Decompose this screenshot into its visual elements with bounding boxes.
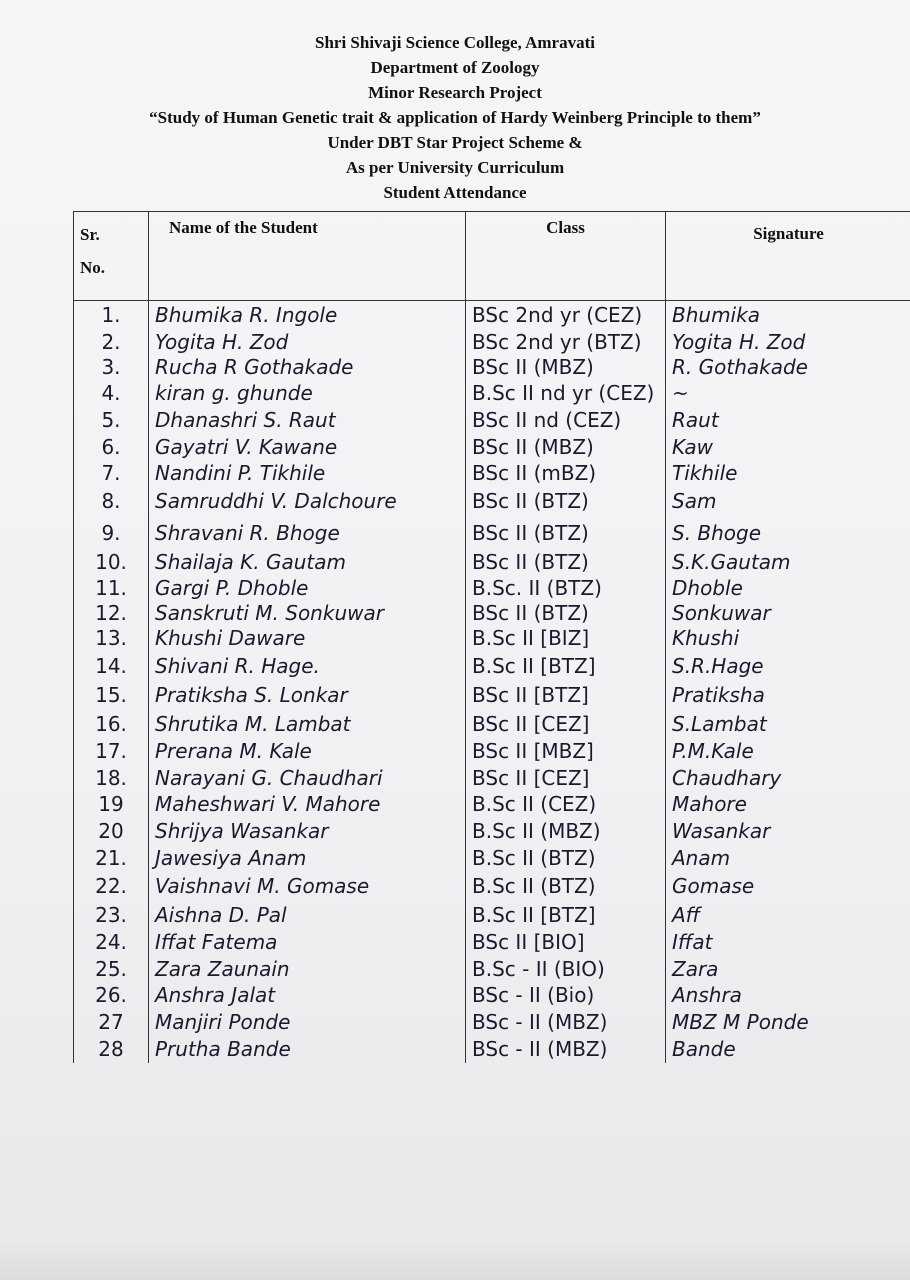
row-student-name: Sanskruti M. Sonkuwar bbox=[149, 601, 466, 625]
row-sr-no: 27 bbox=[74, 1009, 149, 1035]
row-class: B.Sc II [BTZ] bbox=[466, 652, 666, 681]
row-sr-no: 19 bbox=[74, 791, 149, 817]
row-sr-no: 9. bbox=[74, 517, 149, 549]
row-sr-no: 7. bbox=[74, 460, 149, 486]
table-row bbox=[74, 355, 910, 380]
document-header bbox=[0, 30, 910, 205]
row-class: BSc II [BIO] bbox=[466, 929, 666, 956]
row-signature: Bande bbox=[666, 1035, 910, 1063]
row-signature: S.K.Gautam bbox=[666, 549, 910, 575]
row-student-name: Gargi P. Dhoble bbox=[149, 575, 466, 601]
table-row bbox=[74, 929, 910, 956]
row-sr-no: 15. bbox=[74, 681, 149, 710]
row-class: B.Sc II [BTZ] bbox=[466, 901, 666, 929]
row-signature: Chaudhary bbox=[666, 765, 910, 791]
row-sr-no: 24. bbox=[74, 929, 149, 956]
row-class: BSc II (BTZ) bbox=[466, 601, 666, 625]
row-signature: Wasankar bbox=[666, 817, 910, 845]
column-header-class: Class bbox=[466, 212, 666, 301]
row-class: B.Sc II (BTZ) bbox=[466, 845, 666, 871]
page-shadow bbox=[0, 1240, 910, 1280]
row-sr-no: 12. bbox=[74, 601, 149, 625]
table-row bbox=[74, 652, 910, 681]
row-sr-no: 11. bbox=[74, 575, 149, 601]
row-signature: S. Bhoge bbox=[666, 517, 910, 549]
row-signature: Anam bbox=[666, 845, 910, 871]
table-row bbox=[74, 330, 910, 355]
row-student-name: Samruddhi V. Dalchoure bbox=[149, 486, 466, 517]
project-scheme: Under DBT Star Project Scheme & bbox=[327, 133, 583, 152]
row-sr-no: 8. bbox=[74, 486, 149, 517]
row-class: BSc II (BTZ) bbox=[466, 549, 666, 575]
row-class: BSc - II (Bio) bbox=[466, 982, 666, 1009]
row-class: BSc II [BTZ] bbox=[466, 681, 666, 710]
row-student-name: Bhumika R. Ingole bbox=[149, 301, 466, 330]
table-row bbox=[74, 601, 910, 625]
curriculum-note: As per University Curriculum bbox=[345, 158, 565, 177]
table-row bbox=[74, 710, 910, 738]
row-signature: Khushi bbox=[666, 625, 910, 652]
row-class: B.Sc - II (BIO) bbox=[466, 956, 666, 982]
row-sr-no: 6. bbox=[74, 434, 149, 460]
row-student-name: Shrutika M. Lambat bbox=[149, 710, 466, 738]
row-class: B.Sc II (MBZ) bbox=[466, 817, 666, 845]
table-row bbox=[74, 871, 910, 901]
row-student-name: Shravani R. Bhoge bbox=[149, 517, 466, 549]
table-row bbox=[74, 460, 910, 486]
row-student-name: Shailaja K. Gautam bbox=[149, 549, 466, 575]
row-student-name: Shivani R. Hage. bbox=[149, 652, 466, 681]
row-signature: Zara bbox=[666, 956, 910, 982]
row-sr-no: 10. bbox=[74, 549, 149, 575]
row-student-name: Prutha Bande bbox=[149, 1035, 466, 1063]
row-student-name: Gayatri V. Kawane bbox=[149, 434, 466, 460]
row-student-name: Anshra Jalat bbox=[149, 982, 466, 1009]
row-class: BSc II (BTZ) bbox=[466, 486, 666, 517]
table-row bbox=[74, 791, 910, 817]
table-row bbox=[74, 738, 910, 765]
row-signature: Iffat bbox=[666, 929, 910, 956]
row-sr-no: 20 bbox=[74, 817, 149, 845]
row-signature: S.Lambat bbox=[666, 710, 910, 738]
table-row bbox=[74, 765, 910, 791]
row-signature: Anshra bbox=[666, 982, 910, 1009]
row-sr-no: 17. bbox=[74, 738, 149, 765]
table-row bbox=[74, 406, 910, 434]
row-class: B.Sc. II (BTZ) bbox=[466, 575, 666, 601]
row-class: B.Sc II (CEZ) bbox=[466, 791, 666, 817]
department-name: Department of Zoology bbox=[370, 58, 540, 77]
row-sr-no: 1. bbox=[74, 301, 149, 330]
attendance-table bbox=[73, 211, 910, 1063]
row-sr-no: 26. bbox=[74, 982, 149, 1009]
table-row bbox=[74, 517, 910, 549]
table-row bbox=[74, 681, 910, 710]
table-row bbox=[74, 982, 910, 1009]
row-class: BSc II (mBZ) bbox=[466, 460, 666, 486]
row-sr-no: 16. bbox=[74, 710, 149, 738]
table-row bbox=[74, 380, 910, 406]
table-row bbox=[74, 549, 910, 575]
row-signature: MBZ M Ponde bbox=[666, 1009, 910, 1035]
row-signature: Raut bbox=[666, 406, 910, 434]
table-header-row bbox=[74, 212, 910, 301]
row-signature: Mahore bbox=[666, 791, 910, 817]
row-sr-no: 5. bbox=[74, 406, 149, 434]
table-row bbox=[74, 625, 910, 652]
table-row bbox=[74, 901, 910, 929]
row-student-name: Aishna D. Pal bbox=[149, 901, 466, 929]
row-sr-no: 13. bbox=[74, 625, 149, 652]
row-student-name: Manjiri Ponde bbox=[149, 1009, 466, 1035]
row-sr-no: 3. bbox=[74, 355, 149, 380]
row-class: BSc II (BTZ) bbox=[466, 517, 666, 549]
sr-label: Sr. bbox=[80, 225, 100, 244]
table-row bbox=[74, 817, 910, 845]
table-row bbox=[74, 486, 910, 517]
row-student-name: kiran g. ghunde bbox=[149, 380, 466, 406]
row-sr-no: 14. bbox=[74, 652, 149, 681]
row-class: BSc - II (MBZ) bbox=[466, 1009, 666, 1035]
row-student-name: Narayani G. Chaudhari bbox=[149, 765, 466, 791]
row-class: BSc II nd (CEZ) bbox=[466, 406, 666, 434]
table-row bbox=[74, 575, 910, 601]
row-signature: Gomase bbox=[666, 871, 910, 901]
row-signature: Pratiksha bbox=[666, 681, 910, 710]
row-student-name: Rucha R Gothakade bbox=[149, 355, 466, 380]
column-header-signature: Signature bbox=[666, 212, 910, 301]
row-sr-no: 28 bbox=[74, 1035, 149, 1063]
row-student-name: Yogita H. Zod bbox=[149, 330, 466, 355]
row-signature: R. Gothakade bbox=[666, 355, 910, 380]
row-student-name: Maheshwari V. Mahore bbox=[149, 791, 466, 817]
row-signature: Kaw bbox=[666, 434, 910, 460]
row-student-name: Shrijya Wasankar bbox=[149, 817, 466, 845]
row-sr-no: 2. bbox=[74, 330, 149, 355]
row-signature: P.M.Kale bbox=[666, 738, 910, 765]
row-student-name: Jawesiya Anam bbox=[149, 845, 466, 871]
row-student-name: Iffat Fatema bbox=[149, 929, 466, 956]
table-row bbox=[74, 1035, 910, 1063]
project-title: “Study of Human Genetic trait & application of Hardy Weinberg Principle to them” bbox=[149, 108, 761, 127]
row-class: B.Sc II [BIZ] bbox=[466, 625, 666, 652]
row-student-name: Khushi Daware bbox=[149, 625, 466, 652]
row-signature: Yogita H. Zod bbox=[666, 330, 910, 355]
no-label: No. bbox=[80, 258, 106, 277]
project-type: Minor Research Project bbox=[368, 83, 542, 102]
college-name: Shri Shivaji Science College, Amravati bbox=[314, 33, 595, 52]
row-class: BSc 2nd yr (CEZ) bbox=[466, 301, 666, 330]
row-class: BSc II [CEZ] bbox=[466, 765, 666, 791]
row-class: BSc II [CEZ] bbox=[466, 710, 666, 738]
row-signature: Tikhile bbox=[666, 460, 910, 486]
row-sr-no: 23. bbox=[74, 901, 149, 929]
row-student-name: Zara Zaunain bbox=[149, 956, 466, 982]
row-signature: Aff bbox=[666, 901, 910, 929]
column-header-sr-no bbox=[74, 212, 149, 301]
table-row bbox=[74, 956, 910, 982]
row-signature: S.R.Hage bbox=[666, 652, 910, 681]
row-sr-no: 4. bbox=[74, 380, 149, 406]
row-student-name: Dhanashri S. Raut bbox=[149, 406, 466, 434]
row-signature: Sam bbox=[666, 486, 910, 517]
row-signature: Dhoble bbox=[666, 575, 910, 601]
row-student-name: Pratiksha S. Lonkar bbox=[149, 681, 466, 710]
row-class: BSc II (MBZ) bbox=[466, 355, 666, 380]
row-sr-no: 18. bbox=[74, 765, 149, 791]
row-sr-no: 22. bbox=[74, 871, 149, 901]
row-signature: ~ bbox=[666, 380, 910, 406]
column-header-name: Name of the Student bbox=[149, 212, 466, 301]
row-student-name: Vaishnavi M. Gomase bbox=[149, 871, 466, 901]
row-signature: Sonkuwar bbox=[666, 601, 910, 625]
row-class: BSc II (MBZ) bbox=[466, 434, 666, 460]
attendance-heading: Student Attendance bbox=[383, 183, 527, 202]
row-student-name: Nandini P. Tikhile bbox=[149, 460, 466, 486]
table-row bbox=[74, 301, 910, 330]
row-class: BSc II [MBZ] bbox=[466, 738, 666, 765]
row-class: B.Sc II (BTZ) bbox=[466, 871, 666, 901]
table-row bbox=[74, 845, 910, 871]
row-class: BSc 2nd yr (BTZ) bbox=[466, 330, 666, 355]
table-row bbox=[74, 1009, 910, 1035]
row-signature: Bhumika bbox=[666, 301, 910, 330]
row-class: B.Sc II nd yr (CEZ) bbox=[466, 380, 666, 406]
row-sr-no: 25. bbox=[74, 956, 149, 982]
row-class: BSc - II (MBZ) bbox=[466, 1035, 666, 1063]
table-row bbox=[74, 434, 910, 460]
row-student-name: Prerana M. Kale bbox=[149, 738, 466, 765]
row-sr-no: 21. bbox=[74, 845, 149, 871]
